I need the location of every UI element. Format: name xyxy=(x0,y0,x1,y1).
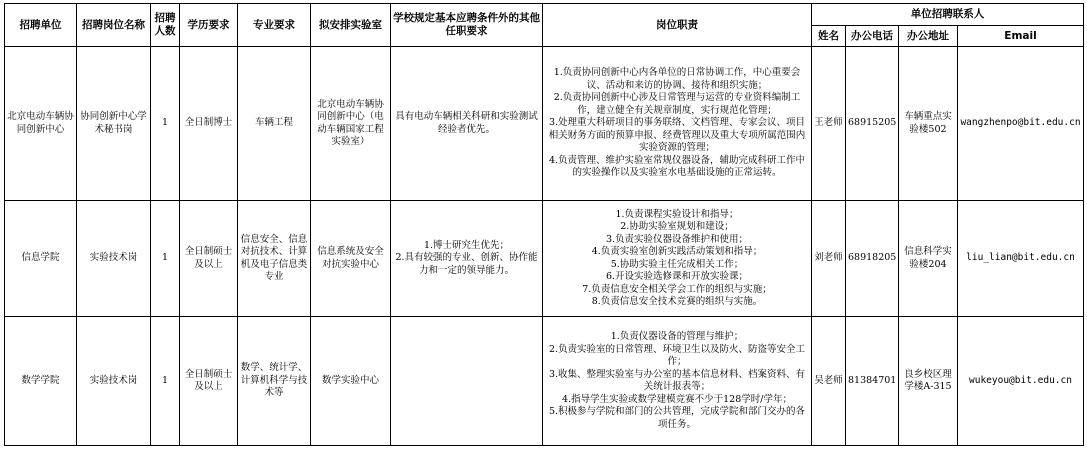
header-education: 学历要求 xyxy=(180,4,238,47)
recruitment-table xyxy=(4,3,1084,446)
cell-lab: 数学实验中心 xyxy=(311,317,391,446)
header-lab: 拟安排实验室 xyxy=(311,4,391,47)
duty-line: 2.协助实验室规划和建设； xyxy=(620,221,734,232)
cell-post: 协同创新中心学术秘书岗 xyxy=(77,47,151,201)
cell-count: 1 xyxy=(151,47,180,201)
cell-count: 1 xyxy=(151,201,180,317)
cell-education: 全日制硕士及以上 xyxy=(180,201,238,317)
cell-contact-name: 刘老师 xyxy=(812,201,846,317)
cell-count: 1 xyxy=(151,317,180,446)
cell-email[interactable]: liu_lian@bit.edu.cn xyxy=(958,201,1084,317)
duty-line: 4.指导学生实验或数学建模竞赛不少于128学时/学年； xyxy=(562,393,792,405)
header-contact-address: 办公地址 xyxy=(899,26,958,47)
cell-other-requirements: 具有电动车辆相关科研和实验测试经验者优先。 xyxy=(391,47,543,201)
duty-line: 7.负责信息安全相关学会工作的组织与实施； xyxy=(582,283,772,295)
cell-other-requirements xyxy=(391,201,543,317)
duty-line: 1.负责课程实验设计和指导； xyxy=(615,208,739,220)
header-other-requirements: 学校规定基本应聘条件外的其他任职要求 xyxy=(391,4,543,47)
cell-duties xyxy=(543,317,812,446)
duty-line: 5.协助实验主任完成相关工作； xyxy=(610,258,744,270)
cell-address: 车辆重点实验楼502 xyxy=(899,47,958,201)
cell-major: 信息安全、信息对抗技术、计算机及电子信息类专业 xyxy=(238,201,311,317)
requirement-line: 1.博士研究生优先； xyxy=(423,239,510,251)
cell-unit: 北京电动车辆协同创新中心 xyxy=(5,47,77,201)
duty-line: 8.负责信息安全技术竞赛的组织与实施。 xyxy=(591,296,763,307)
header-row-1 xyxy=(5,4,1084,26)
cell-major: 车辆工程 xyxy=(238,47,311,201)
cell-education: 全日制硕士及以上 xyxy=(180,317,238,446)
cell-major: 数学、统计学、计算机科学与技术等 xyxy=(238,317,311,446)
cell-contact-name: 吴老师 xyxy=(812,317,846,446)
cell-address: 良乡校区理学楼A-315 xyxy=(899,317,958,446)
cell-lab: 北京电动车辆协同创新中心（电动车辆国家工程实验室） xyxy=(311,47,391,201)
header-major: 专业要求 xyxy=(238,4,311,47)
cell-contact-name: 王老师 xyxy=(812,47,846,201)
header-post-name: 招聘岗位名称 xyxy=(77,4,151,47)
table-row xyxy=(5,47,1084,201)
duty-line: 4.负责实验室创新实践活动策划和指导； xyxy=(591,246,763,257)
header-contact-email: Email xyxy=(958,26,1084,47)
cell-email[interactable]: wukeyou@bit.edu.cn xyxy=(958,317,1084,446)
header-contact-phone: 办公电话 xyxy=(846,26,899,47)
duty-line: 3.处理重大科研项目的事务联络、文档管理、专家会议、项目相关财务方面的预算申报、经费管理以及重大专项所属范围内实验资源的管理； xyxy=(548,117,806,154)
cell-phone: 68918205 xyxy=(846,201,899,317)
header-contact-group: 单位招聘联系人 xyxy=(812,4,1084,26)
cell-address: 信息科学实验楼204 xyxy=(899,201,958,317)
duty-line: 2.负责实验室的日常管理、环境卫生以及防火、防盗等安全工作； xyxy=(548,343,806,367)
duty-line: 3.收集、整理实验室与办公室的基本信息材料、档案资料、有关统计报表等； xyxy=(548,368,806,392)
cell-duties xyxy=(543,47,812,201)
cell-email[interactable]: wangzhenpo@bit.edu.cn xyxy=(958,47,1084,201)
header-count: 招聘人数 xyxy=(151,4,180,47)
cell-unit: 数学学院 xyxy=(5,317,77,446)
requirement-line: 2.具有较强的专业、创新、协作能力和一定的领导能力。 xyxy=(395,252,538,276)
cell-education: 全日制博士 xyxy=(180,47,238,201)
cell-unit: 信息学院 xyxy=(5,201,77,317)
header-unit: 招聘单位 xyxy=(5,4,77,47)
cell-lab: 信息系统及安全对抗实验中心 xyxy=(311,201,391,317)
cell-phone: 81384701 xyxy=(846,317,899,446)
cell-other-requirements xyxy=(391,317,543,446)
cell-phone: 68915205 xyxy=(846,47,899,201)
duty-line: 6.开设实验选修课和开放实验课； xyxy=(605,271,749,282)
cell-duties xyxy=(543,201,812,317)
table-row xyxy=(5,317,1084,446)
duty-line: 1.负责协同创新中心内各单位的日常协调工作，中心重要会议、活动和来访的协调、接待和组织实施； xyxy=(553,67,801,91)
duty-line: 1.负责仪器设备的管理与维护； xyxy=(610,331,744,342)
cell-post: 实验技术岗 xyxy=(77,317,151,446)
header-contact-name: 姓名 xyxy=(812,26,846,47)
recruitment-table-container xyxy=(4,3,1084,446)
duty-line: 2.负责协同创新中心涉及日常管理与运营的专业资料编制工作，建立健全有关规章制度，实行规范化管理； xyxy=(553,92,801,116)
duty-line: 5.积极参与学院和部门的公共管理，完成学院和部门交办的各项任务。 xyxy=(548,406,806,430)
table-row xyxy=(5,201,1084,317)
duty-line: 4.负责管理、维护实验室常规仪器设备，辅助完成科研工作中的实验操作以及实验室水电基础设施的正常运转。 xyxy=(548,154,806,179)
duty-line: 3.负责实验仪器设备维护和使用； xyxy=(605,233,749,245)
cell-post: 实验技术岗 xyxy=(77,201,151,317)
header-duties: 岗位职责 xyxy=(543,4,812,47)
